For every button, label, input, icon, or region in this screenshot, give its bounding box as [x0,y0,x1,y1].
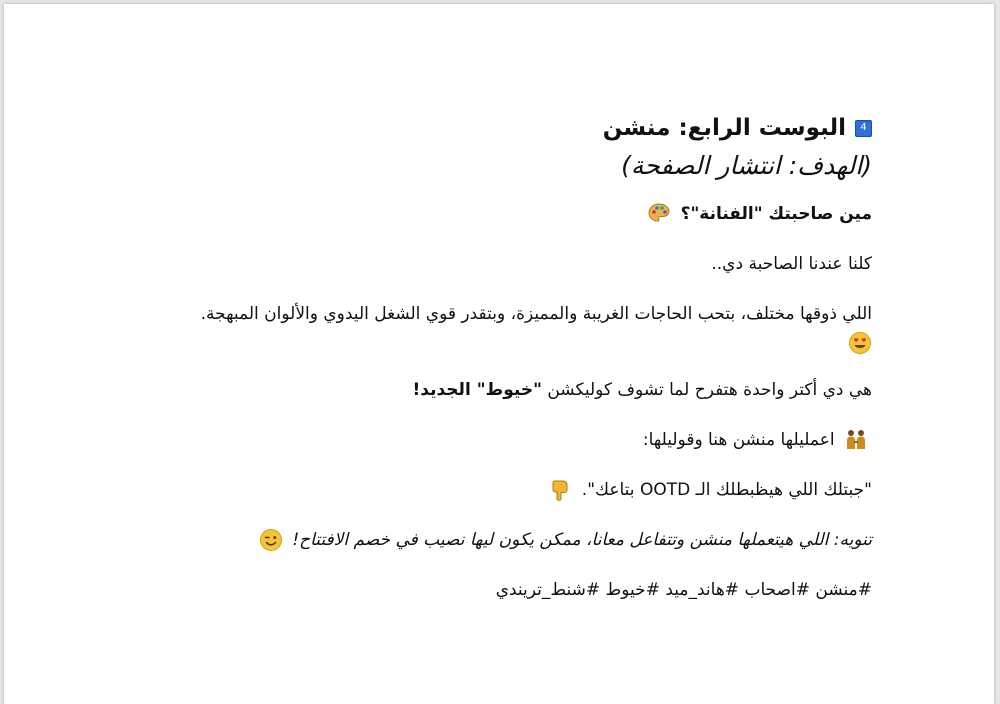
backhand-index-pointing-down-icon [548,478,572,502]
note-text: تنويه: اللي هيتعملها منشن وتتفاعل معانا، ممكن يكون ليها نصيب في خصم الافتتاح! [292,530,872,550]
paragraph-5 [132,476,872,504]
heart-eyes-face-icon [848,331,872,355]
post-title: البوست الرابع: منشن [602,115,846,141]
paragraph-3-start: هي دي أكتر واحدة هتفرح لما تشوف كوليكشن [541,380,872,400]
hashtags: #منشن #اصحاب #هاند_ميد #خيوط #شنط_تريندي [495,580,872,600]
paragraph-2-text: اللي ذوقها مختلف، بتحب الحاجات الغريبة والمميزة، وبتقدر قوي الشغل اليدوي والألوان المبهجة. [200,304,872,324]
winking-face-icon [259,528,283,552]
paragraph-1: كلنا عندنا الصاحبة دي.. [711,254,872,274]
document-content [132,110,872,604]
post-heading [132,110,872,146]
paragraph-4-text: اعمليلها منشن هنا وقوليلها: [642,430,835,450]
note-paragraph [132,526,872,554]
paragraph-3 [132,376,872,404]
question-line [132,200,872,228]
paragraph-3-end: الجديد! [412,380,477,400]
paragraph-2 [132,300,872,356]
keycap-4-icon: 4 [855,120,872,137]
two-women-holding-hands-icon [844,428,868,452]
brand-name: "خيوط" [476,380,542,400]
paragraph-4 [132,426,872,454]
question-text: مين صاحبتك "الفنانة"؟ [680,204,872,224]
quote-text: "جبتلك اللي هيظبطلك الـ OOTD بتاعك". [581,480,872,500]
post-goal: (الهدف: انتشار الصفحة) [621,151,872,180]
artist-palette-icon [647,202,671,226]
document-page [4,4,994,704]
